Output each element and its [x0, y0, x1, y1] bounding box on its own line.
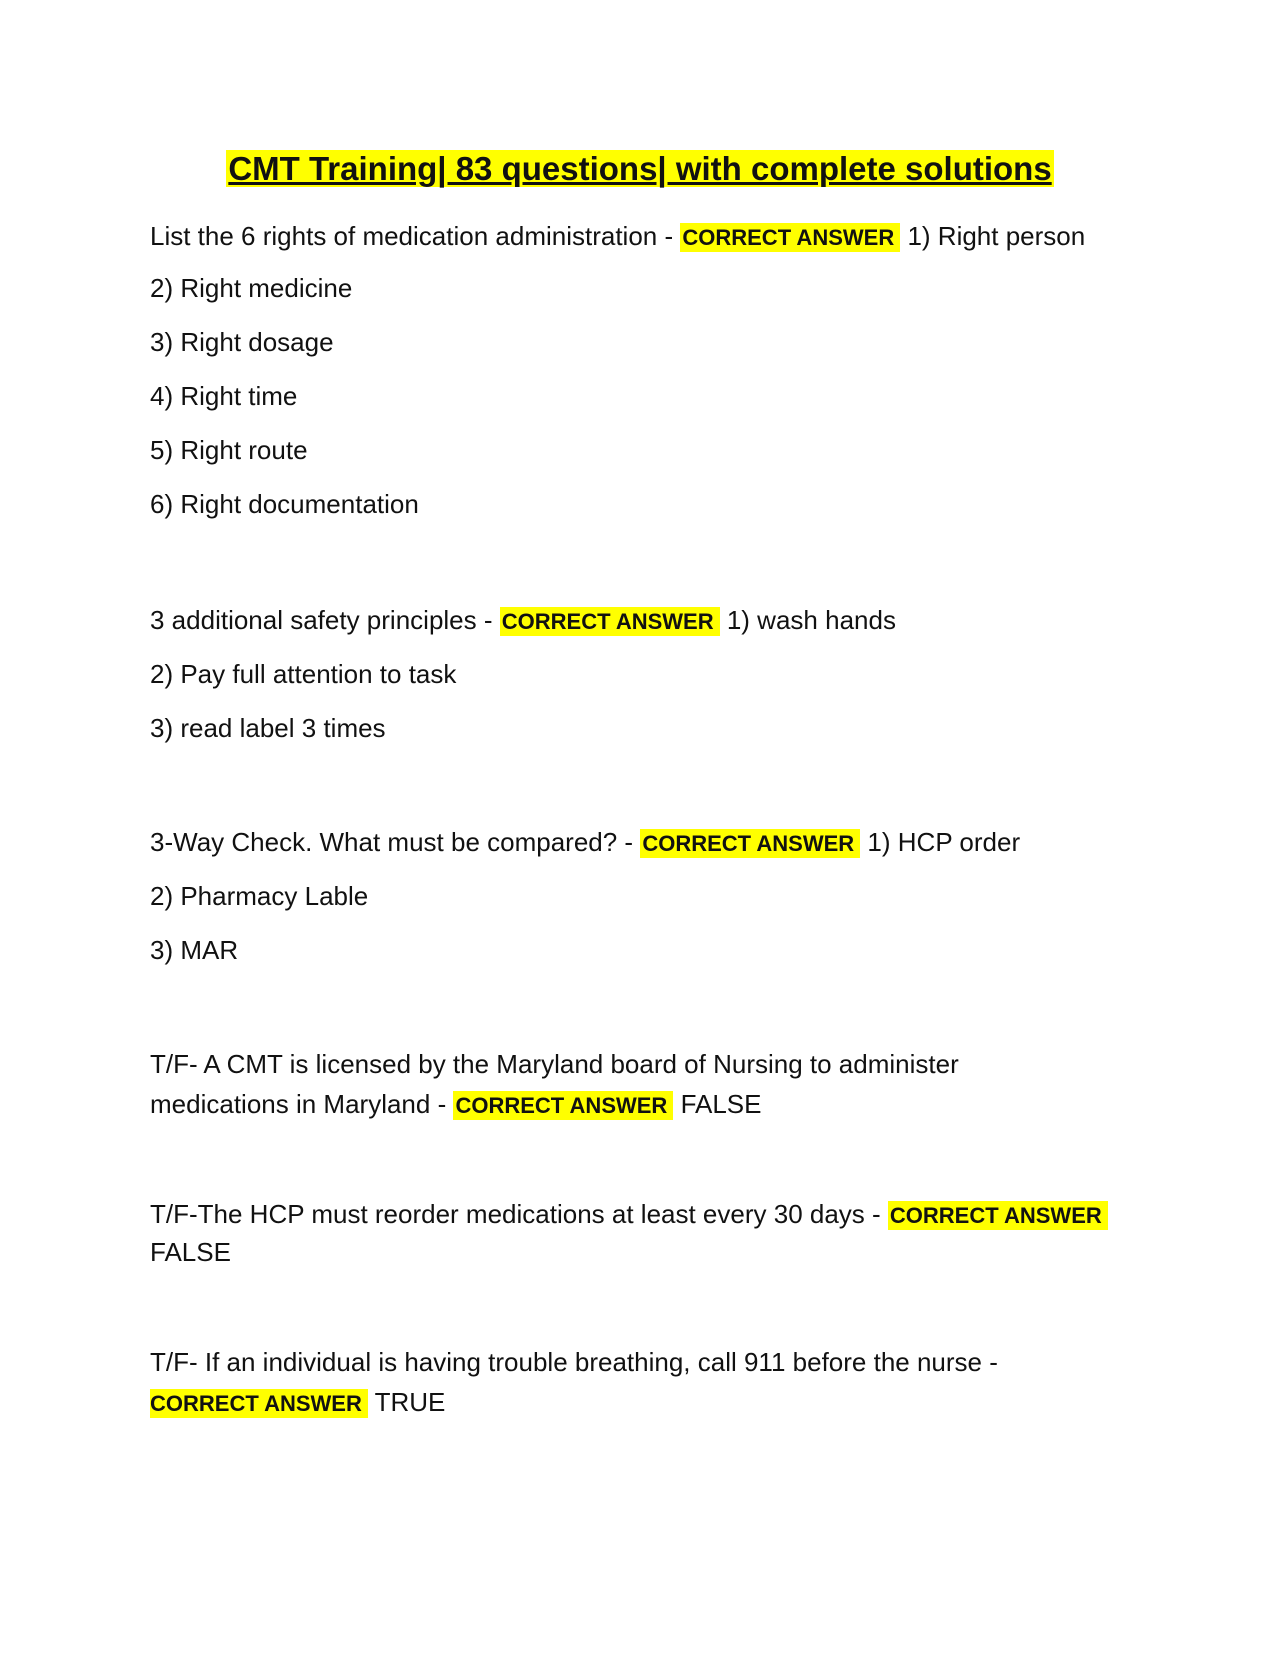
- answer-line: 2) Pay full attention to task: [150, 659, 457, 689]
- answer-line: 5) Right route: [150, 435, 308, 465]
- answer-line: 4) Right time: [150, 381, 298, 411]
- correct-answer-tag: CORRECT ANSWER: [453, 1091, 673, 1120]
- question-4-cont: medications in Maryland - CORRECT ANSWER FALSE: [150, 1089, 762, 1119]
- question-6-answer: CORRECT ANSWER TRUE: [150, 1387, 446, 1417]
- correct-answer-tag: CORRECT ANSWER: [680, 223, 900, 252]
- answer-line: FALSE: [150, 1237, 231, 1267]
- document-title: CMT Training| 83 questions| with complete solutions: [228, 150, 1052, 187]
- correct-answer-tag: CORRECT ANSWER: [888, 1201, 1108, 1230]
- question-1: List the 6 rights of medication administration - CORRECT ANSWER 1) Right person: [150, 221, 1086, 251]
- question-5: T/F-The HCP must reorder medications at least every 30 days - CORRECT ANSWER: [150, 1198, 1108, 1232]
- answer-line: 2) Right medicine: [150, 273, 353, 303]
- correct-answer-tag: CORRECT ANSWER: [640, 829, 860, 858]
- question-3: 3-Way Check. What must be compared? - CORRECT ANSWER 1) HCP order: [150, 827, 1021, 857]
- correct-answer-tag: CORRECT ANSWER: [150, 1389, 368, 1418]
- correct-answer-tag: CORRECT ANSWER: [500, 607, 720, 636]
- answer-line: 3) MAR: [150, 935, 239, 965]
- answer-line: 3) read label 3 times: [150, 713, 386, 743]
- answer-line: 3) Right dosage: [150, 327, 334, 357]
- question-2: 3 additional safety principles - CORRECT ANSWER 1) wash hands: [150, 605, 896, 635]
- answer-line: 2) Pharmacy Lable: [150, 881, 369, 911]
- question-6: T/F- If an individual is having trouble breathing, call 911 before the nurse -: [150, 1347, 998, 1377]
- answer-line: 6) Right documentation: [150, 489, 419, 519]
- question-4: T/F- A CMT is licensed by the Maryland board of Nursing to administer: [150, 1049, 959, 1079]
